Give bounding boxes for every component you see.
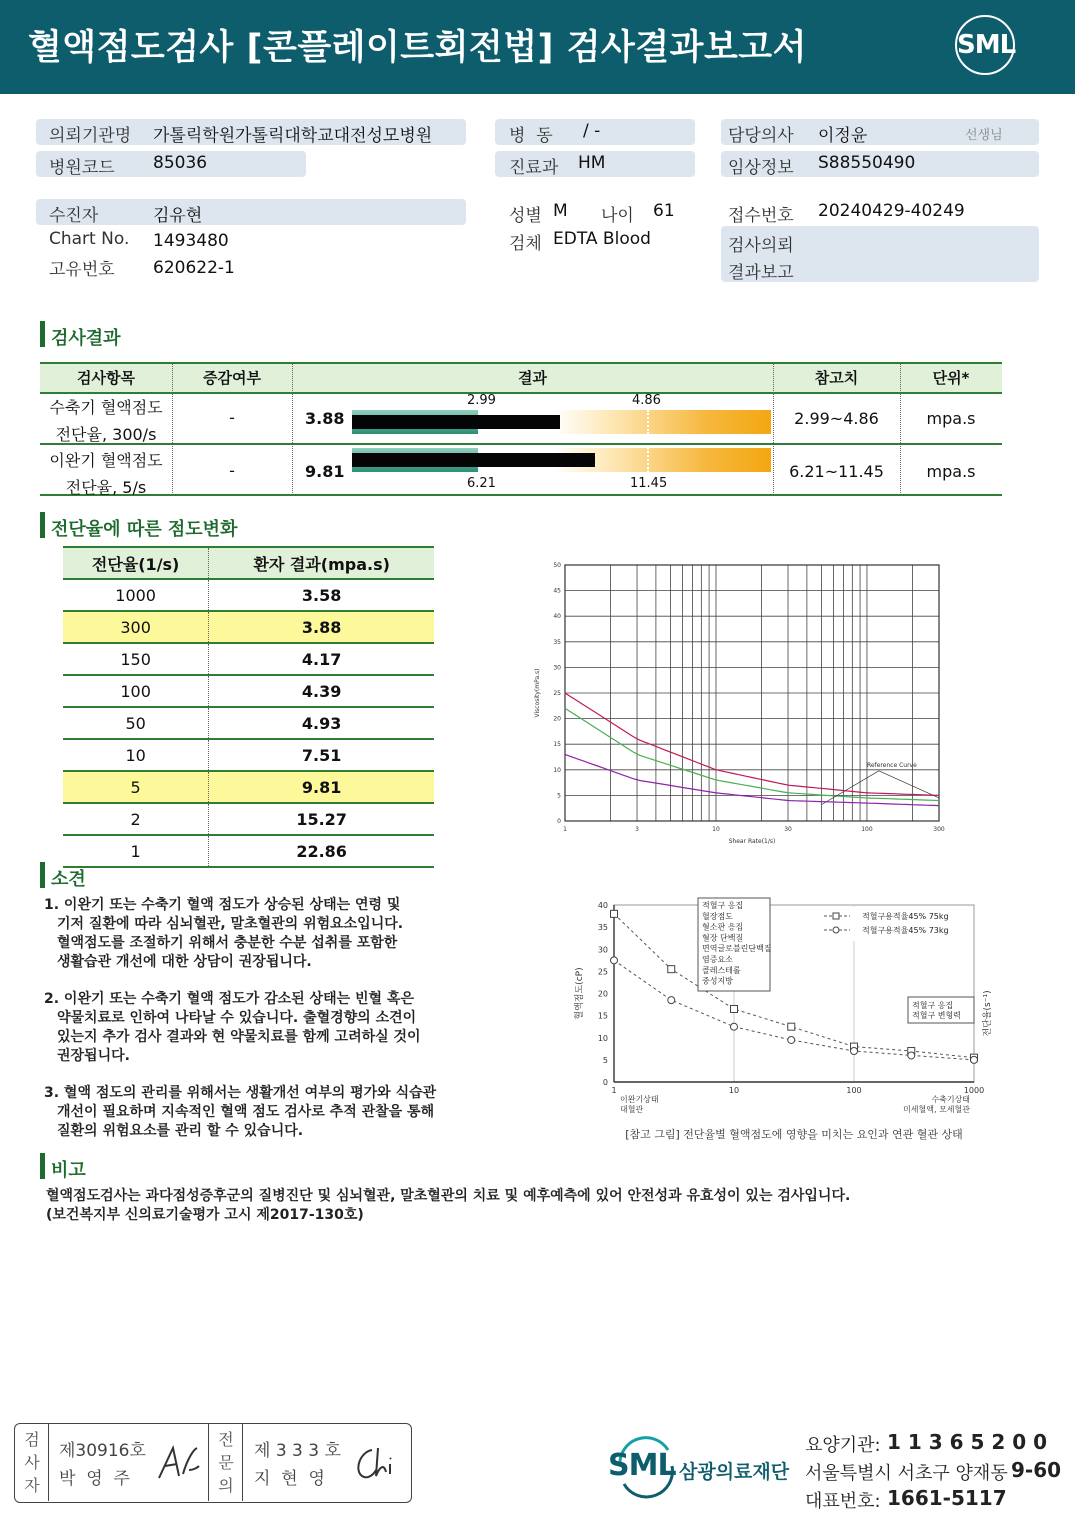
- chart1-annotation: Reference Curve: [866, 762, 917, 770]
- result-row2-ref: 6.21~11.45: [789, 462, 884, 481]
- chart2-factor-left: 면역글로블린단백질: [702, 944, 772, 954]
- result-row1-unit: mpa.s: [926, 409, 976, 428]
- comment-line: 질환의 위험요소를 관리 할 수 있습니다.: [57, 1123, 304, 1139]
- dept-label: 진료과: [509, 158, 559, 178]
- chart2-y-tick: 35: [597, 923, 608, 933]
- chart1-x-tick: 1: [563, 826, 567, 833]
- comment-line: 있는지 추가 검사 결과와 현 약물치료를 함께 고려하실 것이: [57, 1029, 421, 1045]
- institution-value: 가톨릭학원가톨릭대학교대전성모병원: [153, 126, 433, 146]
- ward-value: / -: [583, 121, 601, 141]
- ward-label: 병 동: [509, 126, 553, 146]
- comment-line: 권장됩니다.: [57, 1048, 130, 1064]
- shear-result-cell: 22.86: [209, 835, 434, 867]
- chart1-y-tick: 35: [553, 638, 561, 646]
- dept-value: HM: [578, 153, 606, 173]
- results-section-bar: [40, 321, 45, 347]
- chart2-point-square: [611, 910, 618, 917]
- chart2-y-tick: 25: [597, 967, 608, 977]
- specialist-signature: [350, 1440, 400, 1485]
- shear-result-cell: 4.17: [209, 643, 434, 675]
- clinical-label: 임상정보: [728, 158, 794, 178]
- row1-result-bar: [352, 415, 560, 429]
- chart1-y-tick: 20: [553, 715, 561, 723]
- remarks-line2: (보건복지부 신의료기술평가 고시 제2017-130호): [46, 1207, 364, 1223]
- col-unit-header: 단위*: [932, 369, 970, 387]
- comment-line: 1. 이완기 또는 수축기 혈액 점도가 상승된 상태는 연령 및: [44, 897, 401, 913]
- chart2-point-circle: [788, 1036, 795, 1043]
- chart2-factor-right: 적혈구 응집: [912, 1001, 954, 1010]
- comment-line: 2. 이완기 또는 수축기 혈액 점도가 감소된 상태는 빈혈 혹은: [44, 991, 414, 1007]
- result-row2-item: 이완기 혈액점도: [49, 451, 163, 470]
- chart2-y2-label: 전단율(s⁻¹): [983, 990, 993, 1037]
- shear-table: [63, 546, 434, 868]
- remarks-line1: 혈액점도검사는 과다점성증후군의 질병진단 및 심뇌혈관, 말초혈관의 치료 및 예후예측에 있어 안전성과 유효성이 있는 검사입니다.: [46, 1188, 851, 1204]
- shear-result-header: 환자 결과(mpa.s): [209, 547, 434, 579]
- shear-section-bar: [40, 512, 45, 538]
- shear-rate-cell: 50: [63, 707, 209, 739]
- shear-row: [63, 611, 434, 643]
- chart1-x-tick: 30: [784, 826, 792, 833]
- chart2-x-left-note: 대혈관: [620, 1105, 644, 1114]
- chart2-y-tick: 40: [597, 901, 608, 910]
- chart2-x-tick: 100: [846, 1086, 862, 1095]
- row2-high-marker: [647, 448, 649, 472]
- chart2-x-right-note: 미세혈액, 모세혈관: [903, 1105, 970, 1114]
- result-row2-shear: 전단율, 5/s: [65, 478, 147, 497]
- chart2-point-circle: [611, 957, 618, 964]
- chart1-x-tick: 300: [933, 826, 945, 833]
- sig-divider: [208, 1424, 209, 1501]
- result-row1-change: -: [229, 408, 235, 427]
- comments-section-title: 소견: [51, 869, 86, 890]
- shear-rate-cell: 100: [63, 675, 209, 707]
- chart2-y-tick: 10: [597, 1033, 608, 1043]
- chart2-factor-left: 콜레스테롤: [702, 965, 741, 975]
- chart1-x-tick: 10: [712, 826, 720, 833]
- examiner-name: 박 영 주: [59, 1469, 130, 1489]
- institution-code: 1 1 3 6 5 2 0 0: [887, 1430, 1048, 1454]
- chart2-point-circle: [971, 1056, 978, 1063]
- results-row-divider: [40, 443, 1002, 445]
- chart1-annotation-pointer: [822, 771, 879, 805]
- results-section-title: 검사결과: [51, 328, 121, 349]
- chart2-factor-left: 적혈구 응집: [702, 901, 744, 910]
- chart1-y-tick: 25: [553, 690, 561, 697]
- receipt-value: 20240429-40249: [818, 201, 965, 221]
- receipt-label: 접수번호: [728, 206, 794, 226]
- doctor-label: 담당의사: [728, 126, 794, 146]
- chart2-factor-left: 염증요소: [702, 955, 733, 964]
- comments-body: [44, 896, 464, 1159]
- unique-no-value: 620622-1: [153, 258, 235, 278]
- shear-rate-cell: 1000: [63, 579, 209, 611]
- shear-row: [63, 675, 434, 707]
- comment-line: 생활습관 개선에 대한 상담이 권장됩니다.: [57, 954, 312, 970]
- shear-rate-cell: 300: [63, 611, 209, 643]
- chart2-point-square: [731, 1005, 738, 1012]
- result-row2-value: 9.81: [305, 462, 345, 481]
- comment-paragraph: [44, 896, 464, 972]
- row1-ref-high-label: 4.86: [632, 393, 661, 408]
- comment-line: 3. 혈액 점도의 관리를 위해서는 생활개선 여부의 평가와 식습관: [44, 1085, 437, 1101]
- remarks-section-title: 비고: [51, 1160, 86, 1181]
- shear-rate-cell: 10: [63, 739, 209, 771]
- specimen-label: 검체: [509, 234, 542, 254]
- chart2-point-square: [788, 1023, 795, 1030]
- phone-label: 대표번호:: [805, 1491, 881, 1512]
- chart-no-value: 1493480: [153, 231, 229, 251]
- shear-result-cell: 15.27: [209, 803, 434, 835]
- result-row1-ref: 2.99~4.86: [794, 409, 879, 428]
- org-address: 서울특별시 서초구 양재동: [805, 1463, 1008, 1484]
- shear-rate-cell: 1: [63, 835, 209, 867]
- patient-value: 김유현: [153, 206, 203, 226]
- comment-paragraph: [44, 990, 464, 1066]
- col-result-header: 결과: [518, 369, 547, 387]
- comment-line: 기저 질환에 따라 심뇌혈관, 말초혈관의 위험요소입니다.: [57, 916, 404, 932]
- sig-divider: [48, 1424, 49, 1501]
- shear-result-cell: 4.93: [209, 707, 434, 739]
- report-title: 혈액점도검사 [콘플레이트회전법] 검사결과보고서: [28, 28, 807, 68]
- org-name: 삼광의료재단: [679, 1461, 790, 1483]
- shear-rate-cell: 150: [63, 643, 209, 675]
- shear-row: [63, 739, 434, 771]
- clinical-value: S88550490: [818, 153, 916, 173]
- shear-row: [63, 579, 434, 611]
- shear-rate-header: 전단율(1/s): [63, 547, 209, 579]
- chart1-x-tick: 3: [635, 826, 639, 833]
- chart2-x-tick: 1000: [963, 1086, 985, 1095]
- chart2-factor-left: 혈장 단백질: [702, 933, 744, 943]
- results-divider: [292, 364, 293, 495]
- comment-paragraph: [44, 1084, 464, 1141]
- result-row2-unit: mpa.s: [926, 462, 976, 481]
- shear-section-title: 전단율에 따른 점도변화: [51, 519, 238, 540]
- row1-high-marker: [647, 410, 649, 434]
- chart2-caption: [참고 그림] 전단율별 혈액점도에 영향을 미치는 요인과 연관 혈관 상태: [625, 1128, 963, 1141]
- result-row1-value: 3.88: [305, 409, 345, 428]
- chart2-x-tick: 1: [611, 1086, 617, 1095]
- patient-label: 수진자: [49, 206, 99, 226]
- institution-code-label: 요양기관:: [805, 1435, 881, 1456]
- comment-line: 개선이 필요하며 지속적인 혈액 점도 검사로 추적 관찰을 통해: [57, 1104, 435, 1120]
- results-bottom-line: [40, 494, 1002, 496]
- remarks-section-bar: [40, 1153, 45, 1179]
- hospital-code-value: 85036: [153, 153, 208, 173]
- shear-row: [63, 835, 434, 867]
- hospital-code-label: 병원코드: [49, 158, 115, 178]
- row1-ref-low-label: 2.99: [467, 393, 496, 408]
- row2-result-bar: [352, 453, 595, 467]
- chart2-x-left-note: 이완기상태: [620, 1095, 659, 1104]
- chart1-series-line: [565, 708, 939, 800]
- age-value: 61: [653, 201, 675, 221]
- shear-row: [63, 803, 434, 835]
- row2-ref-high-label: 11.45: [630, 476, 668, 491]
- phone-number: 1661-5117: [887, 1486, 1007, 1510]
- chart2-factor-left: 혈장점도: [702, 911, 733, 921]
- result-row1-shear: 전단율, 300/s: [55, 425, 157, 444]
- chart2-legend-square: [833, 913, 839, 919]
- org-address-number: 9-60: [1011, 1458, 1062, 1482]
- patient-row: [36, 199, 466, 225]
- chart1-y-label: Viscosity(mPa.s): [534, 668, 541, 718]
- chart-no-label: Chart No.: [49, 229, 130, 249]
- shear-row: [63, 771, 434, 803]
- comment-line: 혈액점도를 조절하기 위해서 충분한 수분 섭취를 포함한: [57, 935, 398, 951]
- specialist-number: 제 3 3 3 호: [254, 1441, 341, 1461]
- comment-line: 약물치료로 인하여 나타날 수 있습니다. 출혈경향의 소견이: [57, 1010, 417, 1026]
- chart2-y-tick: 0: [602, 1078, 608, 1087]
- sml-org-logo: SML: [608, 1448, 676, 1483]
- chart2-point-circle: [731, 1023, 738, 1030]
- chart2-x-right-note: 수축기상태: [931, 1095, 970, 1104]
- shear-rate-cell: 5: [63, 771, 209, 803]
- shear-factor-reference-chart: [572, 895, 1012, 1150]
- chart1-y-tick: 10: [553, 766, 561, 774]
- shear-result-cell: 9.81: [209, 771, 434, 803]
- chart2-legend-label: 적혈구용적율45% 75kg: [862, 912, 949, 921]
- chart2-y-tick: 5: [602, 1055, 608, 1065]
- chart1-y-tick: 45: [553, 587, 561, 595]
- institution-label: 의뢰기관명: [49, 126, 132, 146]
- sex-value: M: [553, 201, 568, 221]
- chart1-y-tick: 30: [553, 664, 561, 672]
- report-label: 결과보고: [728, 263, 794, 283]
- specialist-name: 지 현 영: [254, 1469, 325, 1489]
- specialist-label: 전 문 의: [218, 1430, 234, 1495]
- examiner-label: 검 사 자: [24, 1430, 40, 1495]
- chart2-point-square: [668, 966, 675, 973]
- shear-result-cell: 3.58: [209, 579, 434, 611]
- shear-rate-cell: 2: [63, 803, 209, 835]
- chart2-y-tick: 30: [597, 945, 608, 955]
- row2-ref-low-label: 6.21: [467, 476, 496, 491]
- chart1-y-tick: 15: [553, 741, 561, 749]
- col-item-header: 검사항목: [77, 369, 135, 387]
- shear-result-cell: 3.88: [209, 611, 434, 643]
- chart2-legend-label: 적혈구용적율45% 73kg: [862, 926, 949, 935]
- sex-label: 성별: [509, 206, 542, 226]
- examiner-number: 제30916호: [59, 1441, 146, 1461]
- col-ref-header: 참고치: [814, 369, 859, 387]
- chart1-y-tick: 5: [557, 792, 561, 800]
- chart2-point-circle: [668, 997, 675, 1004]
- chart1-y-tick: 40: [553, 613, 561, 621]
- shear-result-cell: 7.51: [209, 739, 434, 771]
- chart1-y-tick: 0: [557, 818, 561, 825]
- chart2-y-tick: 20: [597, 989, 608, 999]
- chart2-y-label: 혈액점도(cP): [575, 967, 585, 1020]
- examiner-signature: [153, 1440, 203, 1485]
- chart2-factor-left: 중성지방: [702, 976, 733, 986]
- chart2-x-tick: 10: [728, 1086, 740, 1095]
- unique-no-label: 고유번호: [49, 260, 115, 280]
- age-label: 나이: [601, 206, 634, 226]
- viscosity-reference-chart: [533, 555, 953, 850]
- sml-logo: SML: [957, 30, 1016, 60]
- chart2-factor-left: 혈소판 응집: [702, 922, 744, 932]
- result-row1-item: 수축기 혈액점도: [49, 398, 163, 417]
- result-row2-change: -: [229, 461, 235, 480]
- doctor-suffix: 선생님: [965, 128, 1003, 143]
- sig-divider: [242, 1424, 243, 1501]
- comments-section-bar: [40, 862, 45, 888]
- chart2-y-tick: 15: [597, 1011, 608, 1021]
- chart2-legend-circle: [833, 927, 839, 933]
- shear-result-cell: 4.39: [209, 675, 434, 707]
- col-change-header: 증감여부: [203, 369, 261, 387]
- doctor-value: 이정윤: [818, 126, 868, 146]
- shear-row: [63, 643, 434, 675]
- chart1-y-tick: 50: [553, 562, 561, 569]
- specimen-value: EDTA Blood: [553, 229, 651, 249]
- chart1-x-label: Shear Rate(1/s): [728, 838, 776, 845]
- chart2-point-circle: [908, 1052, 915, 1059]
- chart1-x-tick: 100: [861, 826, 873, 833]
- shear-row: [63, 707, 434, 739]
- request-label: 검사의뢰: [728, 236, 794, 256]
- chart2-factor-right: 적혈구 변형력: [912, 1011, 961, 1020]
- chart2-point-circle: [851, 1048, 858, 1055]
